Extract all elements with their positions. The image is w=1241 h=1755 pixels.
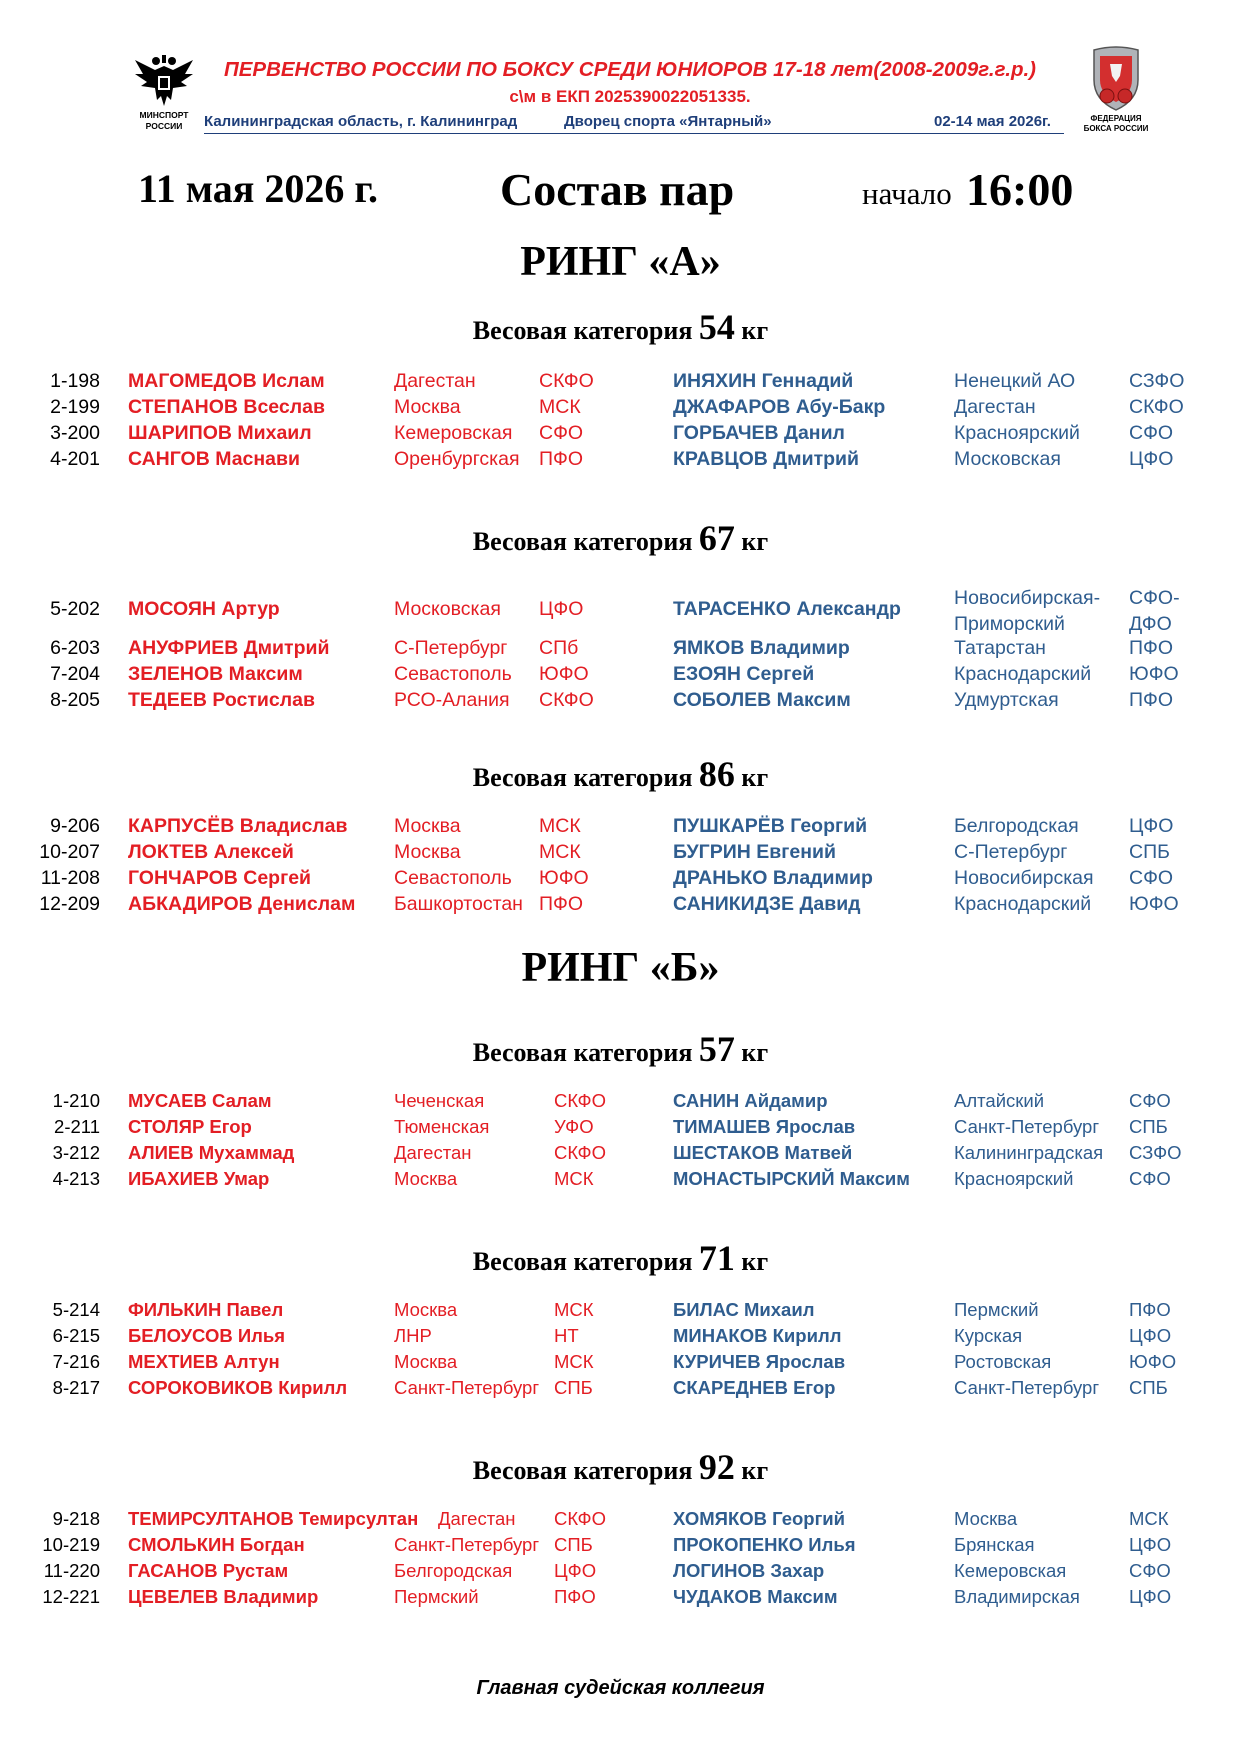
weight-category-label: Весовая категория [472,1247,693,1276]
blue-corner-district: ЦФО [1129,1586,1172,1607]
blue-corner-district: СКФО [1129,396,1184,418]
red-corner-region: Москва [394,841,461,863]
boxing-federation-logo [1076,46,1156,146]
blue-corner-district: ЮФО [1129,663,1179,685]
bout-row [0,1142,1241,1168]
bout-row [0,1299,1241,1325]
competition-day-date: 11 мая 2026 г. [138,166,379,211]
red-corner-region: Оренбургская [394,448,520,470]
red-corner-district: СПБ [554,1534,593,1555]
bout-row [0,448,1241,474]
federation-logo-text: ФЕДЕРАЦИЯ БОКСА РОССИИ [1083,114,1149,133]
weight-value: 86 [698,754,735,794]
bout-row [0,689,1241,715]
bout-number: 11-208 [40,867,100,889]
bout-number: 12-209 [39,893,100,915]
red-corner-boxer: СТОЛЯР Егор [128,1116,252,1137]
weight-value: 67 [698,518,735,558]
weight-category-heading [0,306,1241,348]
bout-number: 2-211 [54,1116,100,1137]
blue-corner-region: Санкт-Петербург [954,1377,1100,1398]
blue-corner-boxer: ДРАНЬКО Владимир [673,867,873,889]
red-corner-district: СКФО [539,370,594,392]
bout-number: 12-221 [42,1586,100,1607]
blue-corner-district: ЦФО [1129,1325,1172,1346]
blue-corner-region: Ростовская [954,1351,1052,1372]
blue-corner-boxer: ПРОКОПЕНКО Илья [673,1534,856,1555]
red-corner-region: Москва [394,1299,458,1320]
red-corner-boxer: ИБАХИЕВ Умар [128,1168,270,1189]
blue-corner-region: Ненецкий АО [954,370,1076,392]
red-corner-boxer: ЦЕВЕЛЕВ Владимир [128,1586,319,1607]
blue-corner-boxer: СКАРЕДНЕВ Егор [673,1377,836,1398]
blue-corner-district: СФО [1129,867,1174,889]
bout-row [0,1508,1241,1534]
weight-category-heading [0,1446,1241,1488]
bout-number: 10-207 [39,841,100,863]
bout-number: 6-215 [52,1325,100,1346]
blue-corner-district: ПФО [1129,637,1174,659]
bout-number: 10-219 [42,1534,100,1555]
start-label: начало [862,176,952,211]
red-corner-boxer: МУСАЕВ Салам [128,1090,272,1111]
blue-corner-district: СФО [1129,1168,1171,1189]
red-corner-region: Москва [394,815,461,837]
blue-corner-region: Удмуртская [954,689,1059,711]
red-corner-region: Санкт-Петербург [394,1534,540,1555]
bout-number: 6-203 [50,637,100,659]
red-corner-boxer: СМОЛЬКИН Богдан [128,1534,305,1555]
blue-corner-boxer: ДЖАФАРОВ Абу-Бакр [673,396,886,418]
blue-corner-boxer: МИНАКОВ Кирилл [673,1325,842,1346]
red-corner-boxer: ГОНЧАРОВ Сергей [128,867,312,889]
red-corner-boxer: ТЕДЕЕВ Ростислав [128,689,315,711]
blue-corner-boxer: ЯМКОВ Владимир [673,637,850,659]
red-corner-boxer: СОРОКОВИКОВ Кирилл [128,1377,348,1398]
red-corner-boxer: МЕХТИЕВ Алтун [128,1351,280,1372]
blue-corner-region: Санкт-Петербург [954,1116,1100,1137]
red-corner-region: Севастополь [394,663,512,685]
bout-number: 4-201 [50,448,100,470]
bout-row [0,815,1241,841]
bout-number: 2-199 [50,396,100,418]
blue-corner-boxer: КУРИЧЕВ Ярослав [673,1351,846,1372]
weight-category-label: Весовая категория [472,1456,693,1485]
red-corner-region: Башкортостан [394,893,523,915]
weight-category-heading [0,1028,1241,1070]
red-corner-boxer: ФИЛЬКИН Павел [128,1299,284,1320]
blue-corner-boxer: САНИКИДЗЕ Давид [673,893,861,915]
event-dates: 02-14 мая 2026г. [934,113,1051,130]
page-title: Состав пар [500,164,735,215]
bout-number: 3-200 [50,422,100,444]
blue-corner-district: СФО [1129,422,1174,444]
blue-corner-boxer: КРАВЦОВ Дмитрий [673,448,860,470]
red-corner-boxer: МАГОМЕДОВ Ислам [128,370,325,392]
red-corner-region: Москва [394,1351,458,1372]
bout-row [0,396,1241,422]
blue-corner-boxer: ЛОГИНОВ Захар [673,1560,825,1581]
bout-number: 1-198 [50,370,100,392]
blue-corner-boxer: ХОМЯКОВ Георгий [673,1508,846,1529]
blue-corner-boxer: ШЕСТАКОВ Матвей [673,1142,853,1163]
bout-row [0,1090,1241,1116]
bout-row [0,422,1241,448]
red-corner-district: ЦФО [539,598,584,620]
red-corner-district: СКФО [539,689,594,711]
bout-number: 8-217 [52,1377,100,1398]
red-corner-district: ПФО [539,448,584,470]
blue-corner-district: ЦФО [1129,815,1174,837]
weight-unit: кг [741,316,769,345]
bout-number: 7-216 [52,1351,100,1372]
blue-corner-region: Пермский [954,1299,1039,1320]
blue-corner-region: Краснодарский [954,663,1092,685]
weight-value: 92 [698,1447,735,1487]
blue-corner-region: Белгородская [954,815,1079,837]
weight-value: 57 [698,1029,735,1069]
bout-row [0,637,1241,663]
blue-corner-district: СЗФО [1129,370,1185,392]
red-corner-district: МСК [554,1351,594,1372]
bout-number: 9-206 [50,815,100,837]
red-corner-district: ЦФО [554,1560,597,1581]
weight-unit: кг [741,1456,769,1485]
red-corner-district: УФО [554,1116,594,1137]
red-corner-region: Дагестан [438,1508,516,1529]
bout-number: 4-213 [52,1168,100,1189]
blue-corner-region: С-Петербург [954,841,1068,863]
bout-number: 9-218 [52,1508,100,1529]
blue-corner-region: Курская [954,1325,1023,1346]
blue-corner-boxer: МОНАСТЫРСКИЙ Максим [673,1168,910,1189]
red-corner-boxer: ГАСАНОВ Рустам [128,1560,289,1581]
blue-corner-region: Новосибирская- Приморский [954,587,1101,635]
red-corner-boxer: ТЕМИРСУЛТАНОВ Темирсултан [128,1508,419,1529]
blue-corner-boxer: ЧУДАКОВ Максим [673,1586,838,1607]
red-corner-region: Дагестан [394,370,476,392]
red-corner-boxer: СТЕПАНОВ Всеслав [128,396,325,418]
red-corner-boxer: САНГОВ Маснави [128,448,300,470]
red-corner-region: Москва [394,1168,458,1189]
red-corner-boxer: МОСОЯН Артур [128,598,280,620]
blue-corner-boxer: ТАРАСЕНКО Александр [673,598,901,620]
weight-category-heading [0,1237,1241,1279]
blue-corner-boxer: СОБОЛЕВ Максим [673,689,851,711]
blue-corner-region: Красноярский [954,422,1080,444]
eagle-emblem-icon [133,52,195,110]
red-corner-boxer: БЕЛОУСОВ Илья [128,1325,286,1346]
event-venue: Дворец спорта «Янтарный» [564,113,772,130]
ring-b-title: РИНГ «Б» [521,945,720,991]
weight-category-heading [0,753,1241,795]
red-corner-district: СКФО [554,1508,606,1529]
red-corner-boxer: КАРПУСЁВ Владислав [128,815,348,837]
red-corner-district: МСК [554,1299,594,1320]
red-corner-region: Севастополь [394,867,512,889]
red-corner-boxer: АБКАДИРОВ Денислам [128,893,356,915]
red-corner-district: ЮФО [539,663,589,685]
blue-corner-district: ЦФО [1129,1534,1172,1555]
blue-corner-region: Новосибирская [954,867,1094,889]
blue-corner-district: СЗФО [1129,1142,1182,1163]
minsport-logo-text: МИНСПОРТ РОССИИ [139,110,189,131]
minsport-logo [125,52,203,142]
blue-corner-district: ЮФО [1129,893,1179,915]
blue-corner-region: Кемеровская [954,1560,1067,1581]
bout-row [0,1377,1241,1403]
red-corner-region: Пермский [394,1586,479,1607]
red-corner-boxer: АЛИЕВ Мухаммад [128,1142,295,1163]
red-corner-district: ПФО [554,1586,596,1607]
bout-row [0,585,1241,637]
bout-number: 5-202 [50,598,100,620]
bout-row [0,841,1241,867]
weight-category-heading [0,517,1241,559]
blue-corner-district: СПБ [1129,841,1170,863]
bout-row [0,1325,1241,1351]
blue-corner-region: Дагестан [954,396,1036,418]
blue-corner-district: СФО [1129,1560,1171,1581]
bout-number: 8-205 [50,689,100,711]
red-corner-region: Кемеровская [394,422,513,444]
weight-category-label: Весовая категория [472,763,693,792]
red-corner-district: СКФО [554,1142,606,1163]
blue-corner-district: ПФО [1129,689,1174,711]
blue-corner-boxer: ИНЯХИН Геннадий [673,370,854,392]
blue-corner-region: Брянская [954,1534,1035,1555]
red-corner-boxer: АНУФРИЕВ Дмитрий [128,637,330,659]
judging-panel-signature: Главная судейская коллегия [476,1677,765,1699]
red-corner-district: МСК [539,841,581,863]
blue-corner-boxer: БИЛАС Михаил [673,1299,815,1320]
bout-number: 11-220 [43,1560,100,1581]
bout-number: 1-210 [52,1090,100,1111]
weight-category-label: Весовая категория [472,527,693,556]
bout-number: 5-214 [52,1299,100,1320]
red-corner-region: С-Петербург [394,637,508,659]
red-corner-region: Санкт-Петербург [394,1377,540,1398]
red-corner-district: МСК [554,1168,594,1189]
blue-corner-district: СПБ [1129,1377,1168,1398]
red-corner-district: НТ [554,1325,579,1346]
red-corner-region: РСО-Алания [394,689,510,711]
blue-corner-district: СПБ [1129,1116,1168,1137]
championship-title: ПЕРВЕНСТВО РОССИИ ПО БОКСУ СРЕДИ ЮНИОРОВ 17-18 лет(2008-2009г.г.р.) [223,58,1037,81]
blue-corner-region: Калининградская [954,1142,1104,1163]
blue-corner-boxer: ГОРБАЧЕВ Данил [673,422,845,444]
ekp-number: с\м в ЕКП 2025390022051335. [509,87,751,106]
weight-category-label: Весовая категория [472,1038,693,1067]
weight-value: 54 [698,307,735,347]
bout-number: 7-204 [50,663,100,685]
weight-unit: кг [741,1247,769,1276]
red-corner-region: Московская [394,598,501,620]
blue-corner-district: ЦФО [1129,448,1174,470]
blue-corner-district: СФО [1129,1090,1171,1111]
bout-row [0,1351,1241,1377]
weight-unit: кг [741,763,769,792]
red-corner-boxer: ШАРИПОВ Михаил [128,422,312,444]
blue-corner-boxer: ТИМАШЕВ Ярослав [673,1116,856,1137]
weight-unit: кг [741,1038,769,1067]
ring-a-title: РИНГ «А» [520,239,721,285]
red-corner-district: СПб [539,637,579,659]
red-corner-boxer: ЛОКТЕВ Алексей [128,841,294,863]
blue-corner-region: Краснодарский [954,893,1092,915]
blue-corner-region: Москва [954,1508,1018,1529]
bout-row [0,1168,1241,1194]
blue-corner-district: СФО- ДФО [1129,587,1180,635]
red-corner-district: МСК [539,396,581,418]
weight-unit: кг [741,527,769,556]
bout-row [0,1534,1241,1560]
bout-row [0,867,1241,893]
bout-row [0,893,1241,919]
bout-row [0,1560,1241,1586]
start-time: 16:00 [966,164,1074,215]
red-corner-region: ЛНР [394,1325,432,1346]
red-corner-district: ЮФО [539,867,589,889]
weight-category-label: Весовая категория [472,316,693,345]
red-corner-region: Дагестан [394,1142,472,1163]
blue-corner-region: Владимирская [954,1586,1080,1607]
blue-corner-region: Алтайский [954,1090,1045,1111]
red-corner-district: ПФО [539,893,584,915]
blue-corner-boxer: ПУШКАРЁВ Георгий [673,815,868,837]
red-corner-district: СПБ [554,1377,593,1398]
blue-corner-district: ПФО [1129,1299,1171,1320]
red-corner-district: СКФО [554,1090,606,1111]
bout-number: 3-212 [52,1142,100,1163]
event-location: Калининградская область, г. Калининград [204,113,518,130]
bout-row [0,370,1241,396]
blue-corner-boxer: ЕЗОЯН Сергей [673,663,815,685]
red-corner-region: Чеченская [394,1090,485,1111]
red-corner-region: Белгородская [394,1560,513,1581]
red-corner-district: СФО [539,422,584,444]
red-corner-region: Москва [394,396,461,418]
blue-corner-boxer: САНИН Айдамир [673,1090,828,1111]
bout-row [0,1586,1241,1612]
federation-emblem-icon [1086,46,1146,112]
blue-corner-region: Московская [954,448,1061,470]
bout-row [0,1116,1241,1142]
blue-corner-region: Татарстан [954,637,1046,659]
blue-corner-boxer: БУГРИН Евгений [673,841,836,863]
red-corner-region: Тюменская [394,1116,490,1137]
blue-corner-district: ЮФО [1129,1351,1177,1372]
blue-corner-district: МСК [1129,1508,1169,1529]
blue-corner-region: Красноярский [954,1168,1074,1189]
weight-value: 71 [698,1238,735,1278]
red-corner-boxer: ЗЕЛЕНОВ Максим [128,663,303,685]
bout-row [0,663,1241,689]
red-corner-district: МСК [539,815,581,837]
event-info-line [204,113,1064,134]
